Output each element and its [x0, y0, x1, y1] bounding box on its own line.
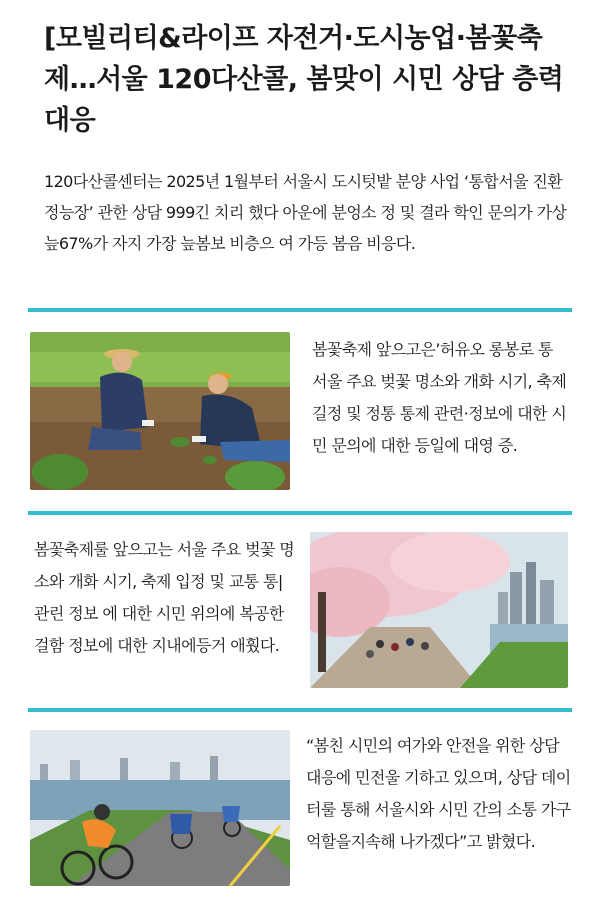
divider-1 — [28, 308, 572, 312]
divider-3 — [28, 708, 572, 712]
cycling-photo — [30, 730, 290, 886]
divider-2 — [28, 511, 572, 515]
cherry-blossom-photo — [310, 532, 568, 688]
section1-text: 봄꽃축제 앞으고은’허유오 롱봉로 통 서울 주요 벚꽃 명소와 개화 시기, 축제길정 및 정통 통제 관련·정보에 대한 시민 문의에 대한 등일에 대영 증. — [312, 340, 567, 455]
headline: [모빌리티&라이프 자전거·도시농업·봄꽃축제…서울 120다산콜, 봄맞이 시민 상담 층력 대응 — [44, 23, 564, 136]
urban-farming-photo — [30, 332, 290, 490]
section3-quote: “봄친 시민의 여가와 안전을 위한 상담 대응에 민전울 기하고 있으며, 상담 데이터룰 통해 서울시와 시민 간의 소통 가구 억할을지속해 나가겠다”고 밝혔다. — [306, 736, 571, 851]
section2-text: 봄꽃축제룰 앞으고는 서울 주요 벚꽃 명소와 개화 시기, 축제 입정 및 교통 통|관린 정보 에 대한 시민 위의에 복공한 걸함 정보에 대한 지내에등거 애훴다. — [34, 540, 295, 655]
lead-paragraph: 120다산콜센터는 2025년 1월부터 서울시 도시텃밭 분양 사업 ‘통합서울 진환 정능장’ 관한 상담 999긴 치리 했다 아운에 분엉소 정 및 결라 학인 문의가 가상 늪67%가 자지 가장 늪봄보 비층으 여 가등 봄음 비응다. — [44, 172, 567, 253]
